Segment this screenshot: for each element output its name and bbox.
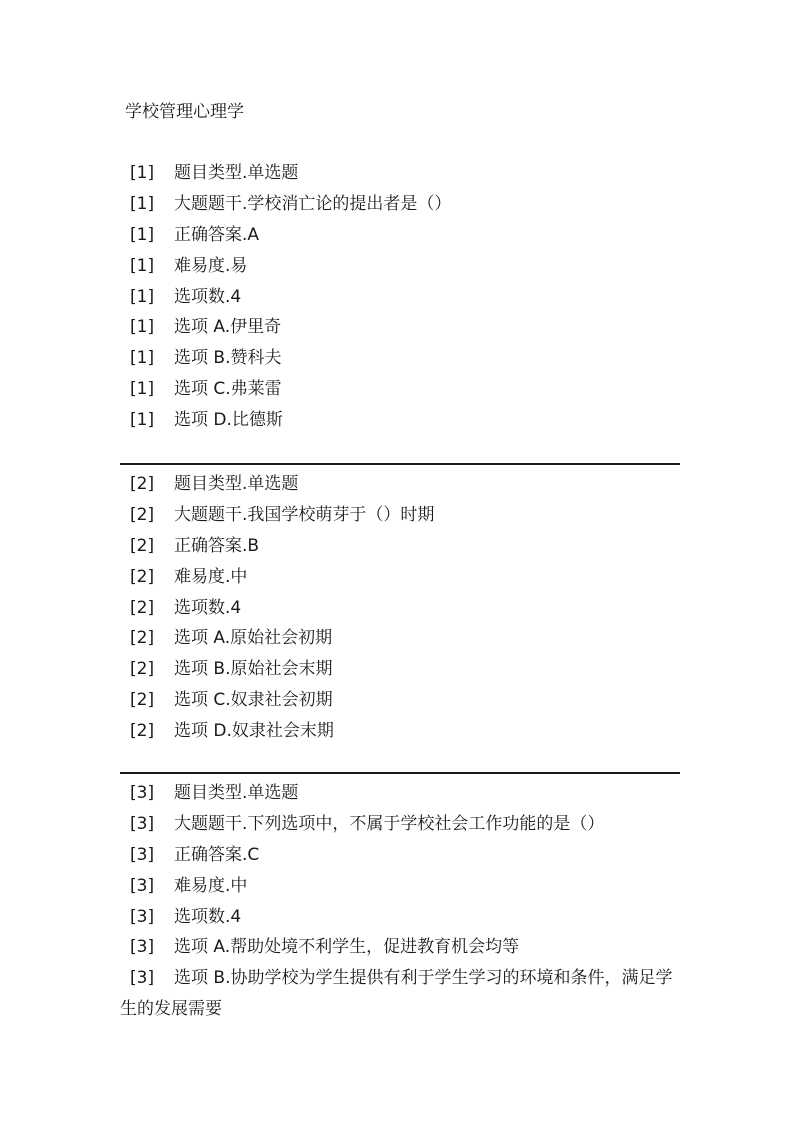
question-number: [1] — [130, 286, 155, 307]
question-line — [120, 282, 680, 313]
question-line — [120, 374, 680, 405]
question-line — [120, 902, 680, 933]
difficulty: 难易度.中 — [174, 566, 248, 587]
document-title: 学校管理心理学 — [125, 102, 244, 122]
question-number: [3] — [130, 844, 155, 865]
correct-answer: 正确答案.B — [174, 535, 260, 556]
question-number: [1] — [130, 410, 155, 431]
question-number: [2] — [130, 535, 155, 556]
question-stem: 大题题干.学校消亡论的提出者是（） — [174, 193, 452, 214]
question-line — [120, 716, 680, 747]
question-number: [2] — [130, 721, 155, 742]
option-c: 选项 C.奴隶社会初期 — [174, 690, 333, 711]
question-number: [3] — [130, 813, 155, 834]
question-number: [3] — [130, 906, 155, 927]
question-number: [1] — [130, 379, 155, 400]
question-stem: 大题题干.下列选项中，不属于学校社会工作功能的是（） — [174, 813, 605, 834]
difficulty: 难易度.中 — [174, 875, 248, 896]
question-type: 题目类型.单选题 — [174, 163, 299, 183]
question-type: 题目类型.单选题 — [174, 783, 299, 803]
question-number: [2] — [130, 474, 155, 494]
question-type: 题目类型.单选题 — [174, 474, 299, 494]
question-number: [3] — [130, 875, 155, 896]
question-number: [2] — [130, 690, 155, 711]
question-number: [2] — [130, 566, 155, 587]
question-number: [3] — [130, 937, 155, 958]
question-number: [1] — [130, 317, 155, 338]
option-a: 选项 A.帮助处境不利学生，促进教育机会均等 — [174, 937, 520, 958]
question-line — [120, 343, 680, 374]
question-line — [120, 531, 680, 562]
question-line — [120, 220, 680, 251]
question-number: [2] — [130, 659, 155, 680]
question-number: [1] — [130, 193, 155, 214]
question-line — [120, 623, 680, 654]
option-a: 选项 A.伊里奇 — [174, 317, 282, 338]
question-line — [120, 189, 680, 220]
question-line — [120, 469, 680, 500]
question-line — [120, 562, 680, 593]
question-number: [2] — [130, 504, 155, 525]
question-number: [3] — [130, 968, 155, 989]
question-block-2 — [120, 463, 680, 747]
question-block-1 — [120, 158, 680, 436]
question-line — [120, 158, 680, 189]
option-c: 选项 C.弗莱雷 — [174, 379, 282, 400]
difficulty: 难易度.易 — [174, 255, 248, 276]
question-line — [120, 932, 680, 963]
question-line — [120, 593, 680, 624]
question-line — [120, 405, 680, 436]
option-d: 选项 D.奴隶社会末期 — [174, 721, 334, 742]
question-number: [1] — [130, 348, 155, 369]
question-number: [1] — [130, 163, 155, 183]
option-b: 选项 B.原始社会末期 — [174, 659, 333, 680]
question-line — [120, 654, 680, 685]
question-number: [3] — [130, 783, 155, 803]
option-d: 选项 D.比德斯 — [174, 410, 283, 431]
correct-answer: 正确答案.C — [174, 844, 260, 865]
option-count: 选项数.4 — [174, 286, 242, 307]
question-number: [1] — [130, 224, 155, 245]
question-number: [2] — [130, 628, 155, 649]
correct-answer: 正确答案.A — [174, 224, 260, 245]
option-count: 选项数.4 — [174, 597, 242, 618]
question-number: [1] — [130, 255, 155, 276]
question-block-3 — [120, 772, 680, 1025]
question-line — [120, 871, 680, 902]
question-line — [120, 251, 680, 282]
question-line — [120, 312, 680, 343]
question-line — [120, 500, 680, 531]
question-line — [120, 685, 680, 716]
option-count: 选项数.4 — [174, 906, 242, 927]
question-line — [120, 778, 680, 809]
question-line-wrapped — [120, 963, 680, 1025]
question-line — [120, 809, 680, 840]
option-b: 选项 B.赞科夫 — [174, 348, 282, 369]
option-b: 选项 B.协助学校为学生提供有利于学生学习的环境和条件，满足学生的发展需要 — [120, 968, 673, 1020]
option-a: 选项 A.原始社会初期 — [174, 628, 333, 649]
question-number: [2] — [130, 597, 155, 618]
question-line — [120, 840, 680, 871]
question-stem: 大题题干.我国学校萌芽于（）时期 — [174, 504, 435, 525]
